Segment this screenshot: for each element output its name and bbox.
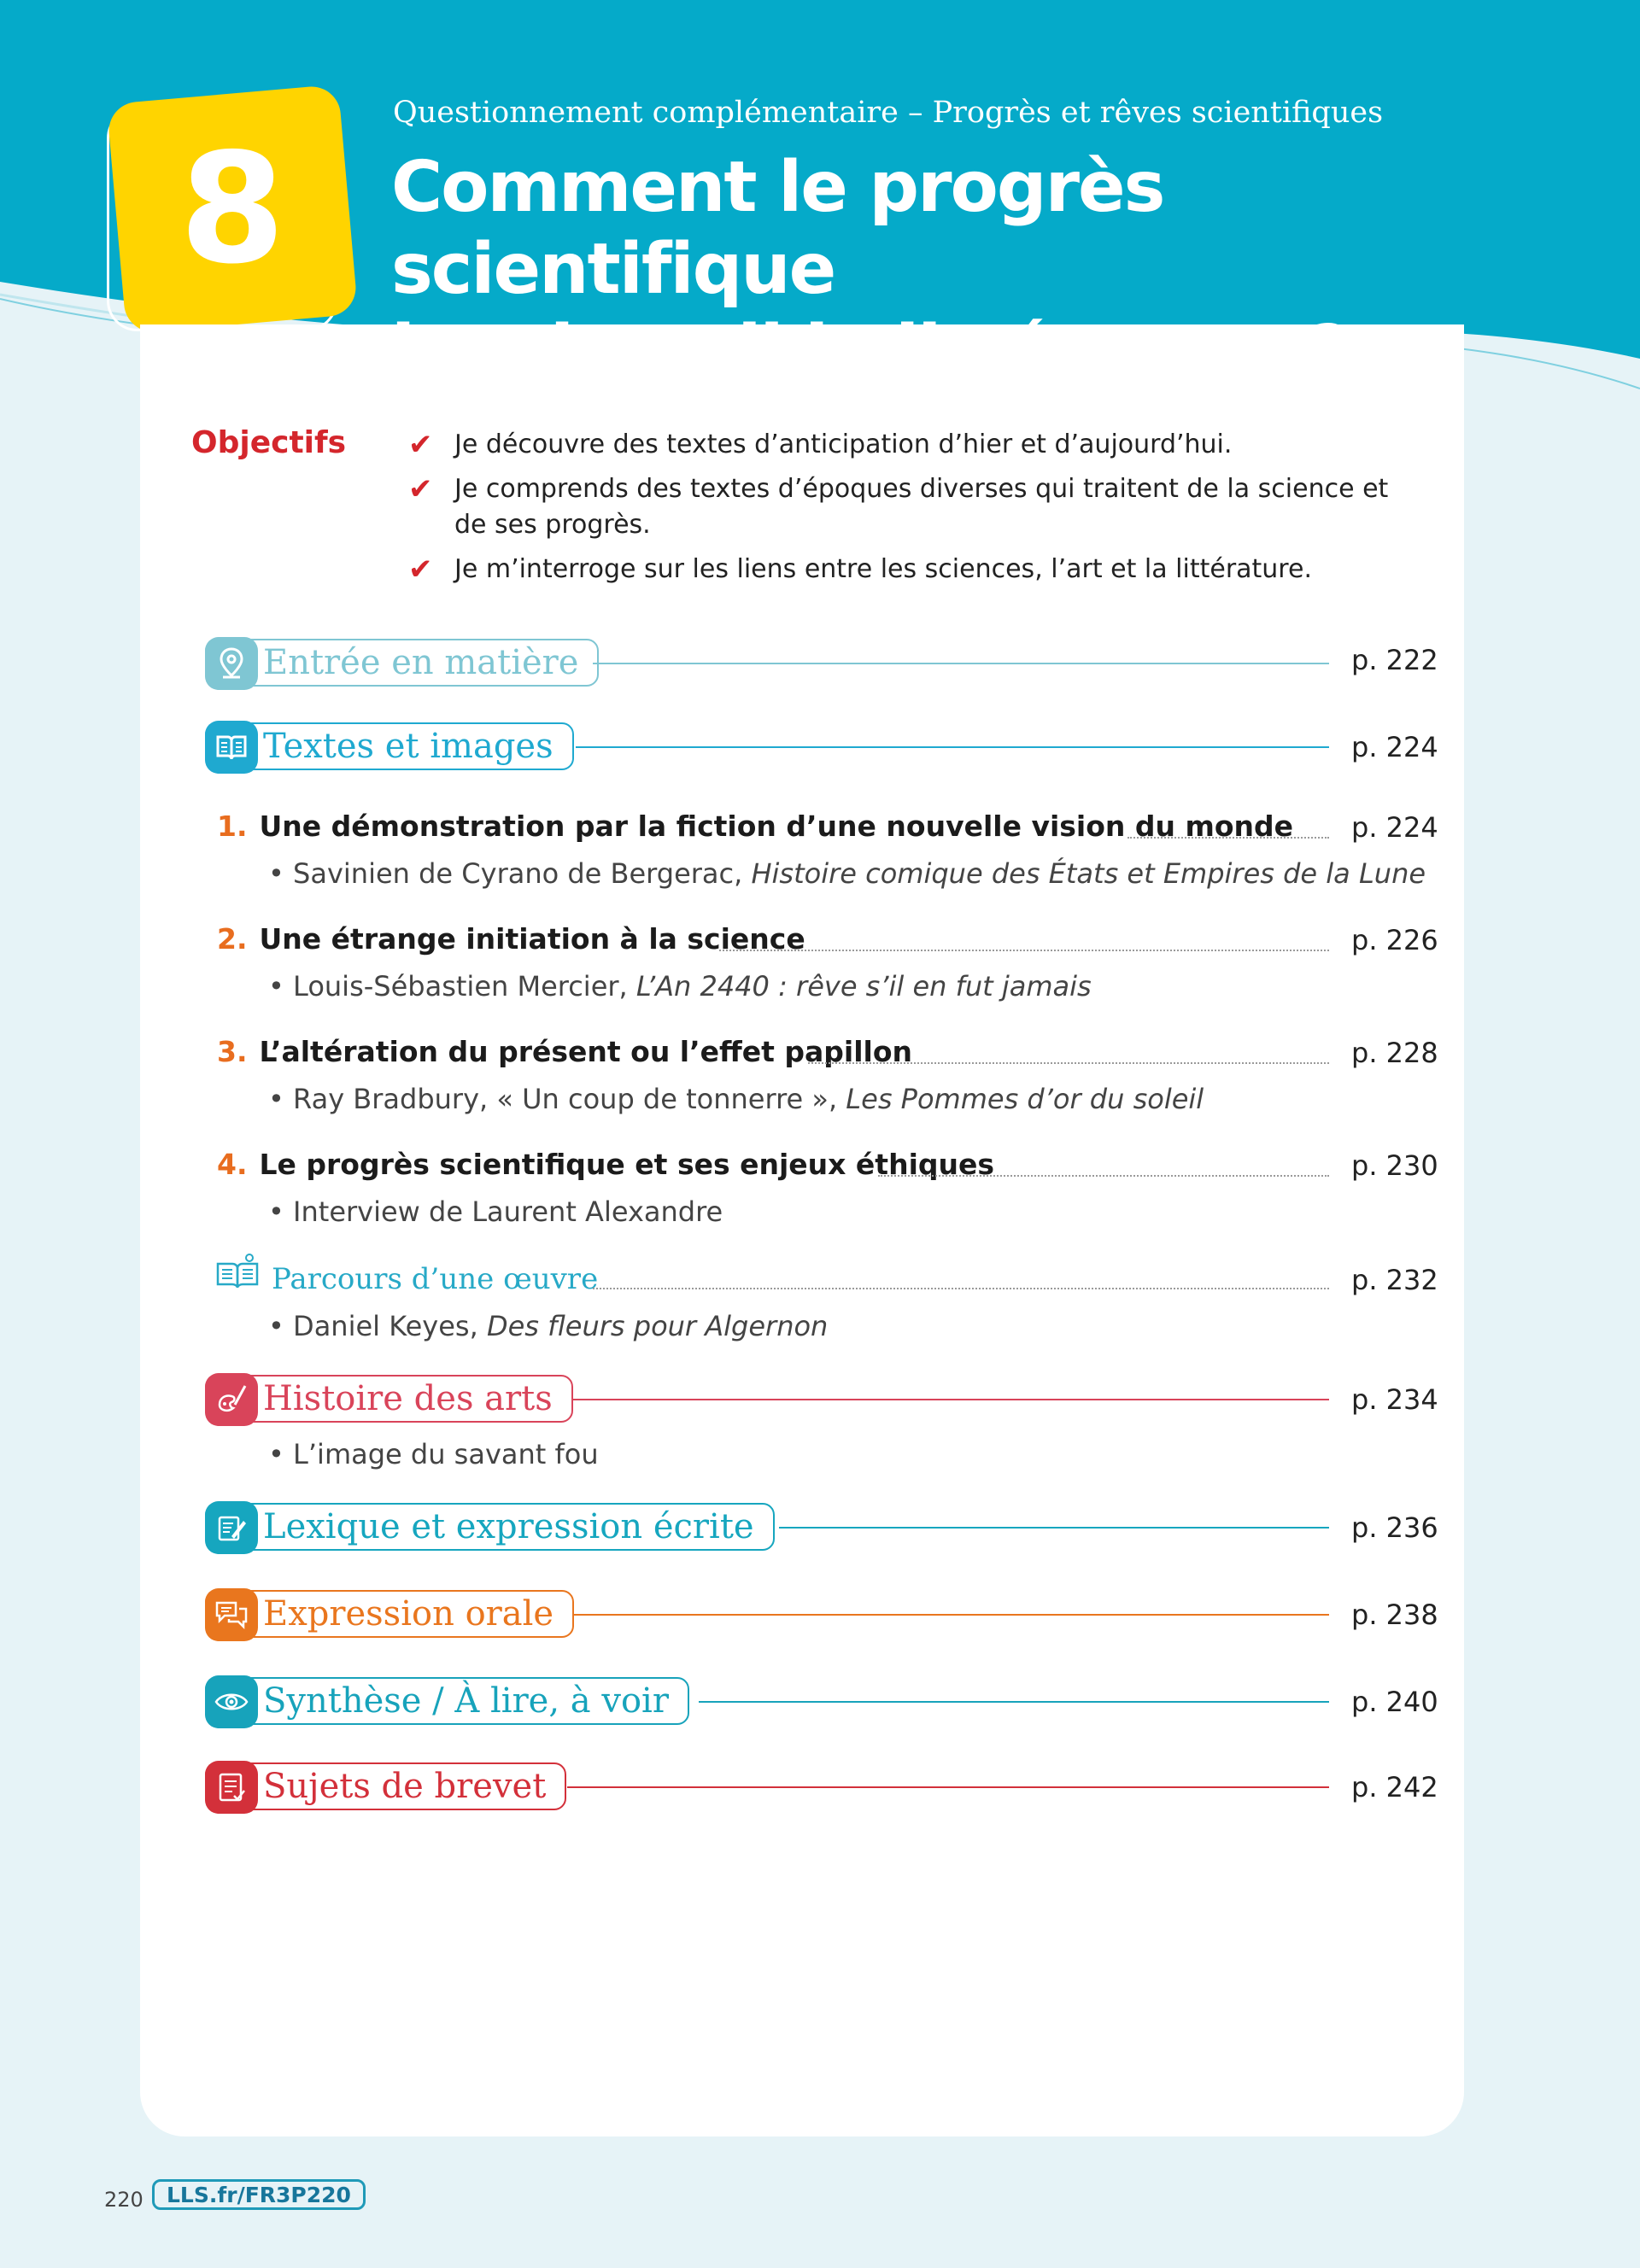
- dotted-leader: [808, 1062, 1329, 1064]
- section-label: Lexique et expression écrite: [263, 1507, 754, 1546]
- section-tab-synthese[interactable]: [205, 1677, 689, 1725]
- section-label: Expression orale: [263, 1594, 554, 1634]
- leader-rule: [576, 746, 1329, 748]
- section-label: Textes et images: [263, 727, 554, 766]
- objective-item: ✔ Je découvre des textes d’anticipation d’hier et d’aujourd’hui.: [408, 428, 1233, 462]
- entry-source: • Interview de Laurent Alexandre: [268, 1195, 723, 1228]
- leader-rule: [567, 1786, 1329, 1788]
- entry-source: • Louis-Sébastien Mercier, L’An 2440 : rêve s’il en fut jamais: [268, 970, 1092, 1002]
- entry-title[interactable]: 3. L’altération du présent ou l’effet papillon: [217, 1035, 913, 1068]
- entry-title[interactable]: 1. Une démonstration par la fiction d’une nouvelle vision du monde: [217, 810, 1294, 843]
- page-ref: p. 232: [1351, 1264, 1438, 1296]
- page-ref: p. 234: [1351, 1383, 1438, 1416]
- speech-bubbles-icon: [205, 1588, 258, 1641]
- page-ref: p. 238: [1351, 1599, 1438, 1631]
- map-pin-icon: [205, 637, 258, 690]
- page-ref: p. 222: [1351, 644, 1438, 676]
- dotted-leader: [1128, 837, 1329, 839]
- page-ref: p. 230: [1351, 1149, 1438, 1182]
- section-tab-textes[interactable]: [205, 722, 574, 770]
- open-book-icon: [205, 721, 258, 774]
- page-ref: p. 224: [1351, 811, 1438, 844]
- eye-icon: [205, 1675, 258, 1728]
- entry-source: • Daniel Keyes, Des fleurs pour Algernon: [268, 1310, 829, 1342]
- page-ref: p. 228: [1351, 1037, 1438, 1069]
- page-ref: p. 240: [1351, 1686, 1438, 1718]
- leader-rule: [779, 1527, 1329, 1529]
- dotted-leader: [593, 1288, 1329, 1289]
- checkmark-icon: ✔: [408, 472, 433, 506]
- section-label: Sujets de brevet: [263, 1767, 547, 1806]
- entry-source: • Ray Bradbury, « Un coup de tonnerre », Les Pommes d’or du soleil: [268, 1083, 1204, 1115]
- section-tab-orale[interactable]: [205, 1590, 574, 1638]
- entry-source: • L’image du savant fou: [268, 1438, 599, 1470]
- content-card: [140, 324, 1464, 2136]
- section-tab-lexique[interactable]: [205, 1503, 775, 1551]
- entry-title[interactable]: 2. Une étrange initiation à la science: [217, 922, 805, 956]
- leader-rule: [572, 1399, 1329, 1400]
- entry-title[interactable]: 4. Le progrès scientifique et ses enjeux éthiques: [217, 1148, 995, 1181]
- page-ref: p. 224: [1351, 731, 1438, 763]
- objective-item: ✔ Je comprends des textes d’époques diverses qui traitent de la science et de ses progrès.: [408, 472, 1389, 540]
- entry-number: 1.: [217, 810, 248, 843]
- book-reading-icon: [215, 1252, 260, 1295]
- dotted-leader: [878, 1175, 1329, 1177]
- checkmark-icon: ✔: [408, 552, 433, 587]
- exam-sheet-icon: [205, 1761, 258, 1814]
- page-number: 220: [104, 2188, 144, 2212]
- page-ref: p. 226: [1351, 924, 1438, 956]
- page-ref: p. 242: [1351, 1771, 1438, 1803]
- entry-source: • Savinien de Cyrano de Bergerac, Histoire comique des États et Empires de la Lune: [268, 857, 1426, 890]
- palette-brush-icon: [205, 1373, 258, 1426]
- chapter-title-line1: Comment le progrès scientifique: [391, 147, 1164, 310]
- parcours-label[interactable]: Parcours d’une œuvre: [272, 1262, 599, 1296]
- online-resource-link[interactable]: LLS.fr/FR3P220: [152, 2179, 366, 2210]
- objectives-label: Objectifs: [191, 425, 347, 460]
- leader-rule: [699, 1701, 1329, 1703]
- dotted-leader: [719, 950, 1329, 951]
- chapter-number: 8: [179, 120, 285, 297]
- page-ref: p. 236: [1351, 1511, 1438, 1544]
- entry-number: 4.: [217, 1148, 248, 1181]
- section-label: Histoire des arts: [263, 1379, 553, 1418]
- objectives-list: [408, 427, 1425, 596]
- leader-rule: [593, 663, 1329, 664]
- chapter-kicker: Questionnement complémentaire – Progrès et rêves scientifiques: [393, 96, 1384, 130]
- section-tab-entree[interactable]: [205, 639, 599, 687]
- chapter-number-badge: [109, 94, 348, 333]
- entry-number: 2.: [217, 922, 248, 956]
- section-label: Synthèse / À lire, à voir: [263, 1681, 669, 1721]
- checkmark-icon: ✔: [408, 428, 433, 462]
- leader-rule: [574, 1614, 1329, 1616]
- section-label: Entrée en matière: [263, 643, 579, 682]
- entry-number: 3.: [217, 1035, 248, 1068]
- section-tab-histoire[interactable]: [205, 1375, 573, 1423]
- writing-pen-icon: [205, 1501, 258, 1554]
- objective-item: ✔ Je m’interroge sur les liens entre les sciences, l’art et la littérature.: [408, 552, 1312, 587]
- section-tab-brevet[interactable]: [205, 1762, 566, 1810]
